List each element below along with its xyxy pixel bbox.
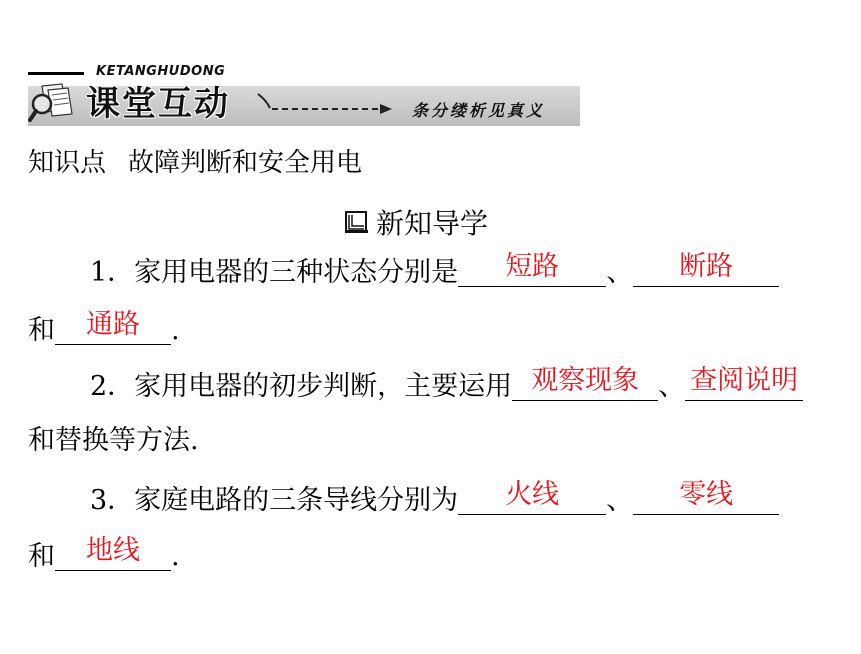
section-label: 知识点 xyxy=(28,148,107,178)
answer-text: 观察现象 xyxy=(531,365,640,396)
header-subtitle: KETANGHUDONG xyxy=(96,64,226,79)
question-1-line-1 xyxy=(90,251,779,290)
answer-blank xyxy=(685,365,803,401)
question-1-line-2 xyxy=(28,309,180,348)
answer-blank xyxy=(458,479,606,515)
answer-text: 断路 xyxy=(679,251,734,282)
question-2-line-2: 和替换等方法. xyxy=(28,425,199,456)
question-3-text: 3．家庭电路的三条导线分别为 xyxy=(90,485,459,516)
separator: 、 xyxy=(658,371,686,402)
answer-blank xyxy=(55,535,171,571)
answer-text: 查阅说明 xyxy=(690,365,799,396)
question-1-text: 1．家用电器的三种状态分别是 xyxy=(90,257,459,288)
section-topic: 故障判断和安全用电 xyxy=(128,148,363,178)
answer-text: 通路 xyxy=(86,309,140,340)
answer-blank xyxy=(458,251,606,287)
answer-text: 地线 xyxy=(86,535,140,566)
separator: 、 xyxy=(606,485,634,516)
period: . xyxy=(171,315,180,346)
book-icon xyxy=(344,209,370,235)
dashed-arrow-icon xyxy=(256,92,396,118)
section-title xyxy=(28,146,362,180)
answer-text: 零线 xyxy=(679,479,734,510)
header-title: 课堂互动 xyxy=(86,84,230,124)
question-2-text: 2．家用电器的初步判断，主要运用 xyxy=(90,371,513,402)
question-2-line-1 xyxy=(90,365,803,404)
question-3-line-2 xyxy=(28,535,180,574)
header-rule xyxy=(28,72,84,75)
question-3-line-1 xyxy=(90,479,779,518)
answer-blank xyxy=(633,479,779,515)
sub-heading-text: 新知导学 xyxy=(376,207,489,240)
header-slogan: 条分缕析见真义 xyxy=(412,101,546,120)
sub-heading xyxy=(344,204,488,240)
answer-blank xyxy=(55,309,171,345)
answer-text: 短路 xyxy=(505,251,560,282)
question-3-and: 和 xyxy=(28,541,55,572)
answer-blank xyxy=(633,251,779,287)
period: . xyxy=(171,541,180,572)
question-1-and: 和 xyxy=(28,315,55,346)
separator: 、 xyxy=(606,257,634,288)
answer-blank xyxy=(512,365,658,401)
answer-text: 火线 xyxy=(505,479,560,510)
magnifier-pages-icon xyxy=(28,80,82,128)
